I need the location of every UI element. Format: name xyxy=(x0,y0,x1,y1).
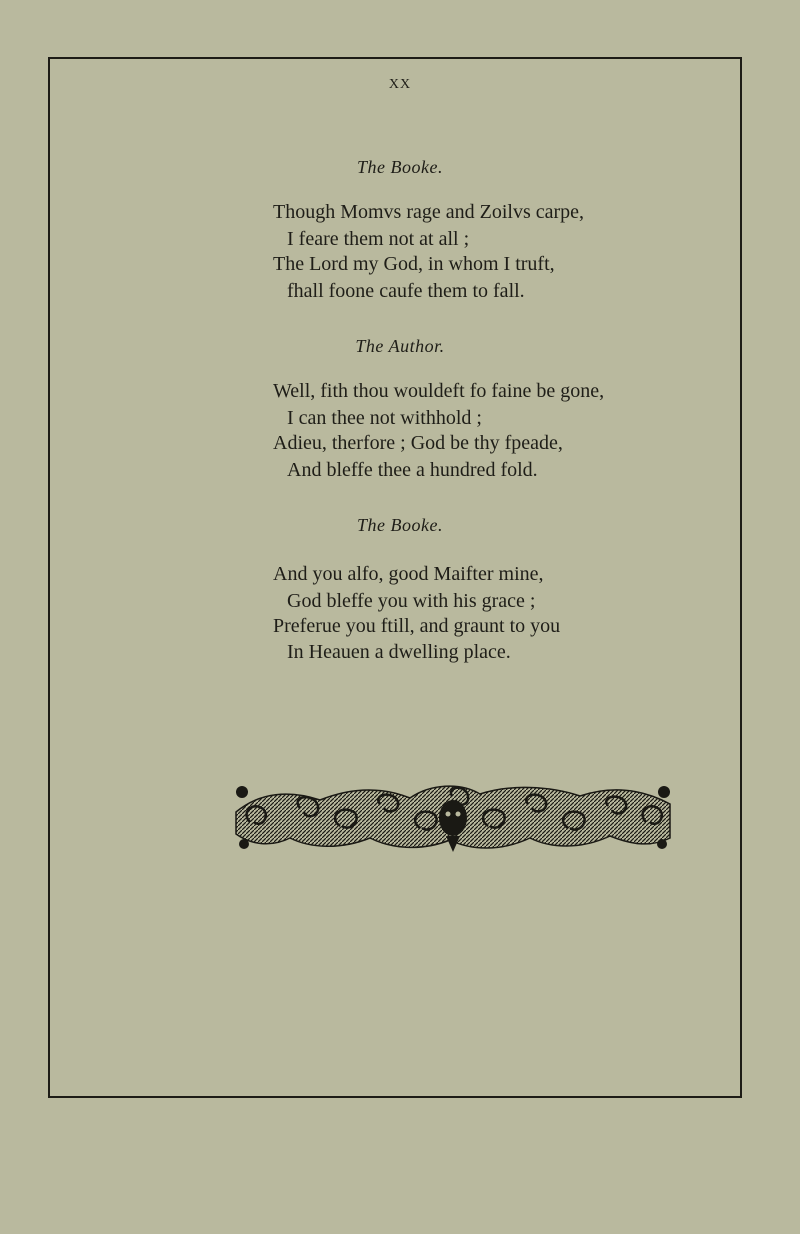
page-number: XX xyxy=(388,77,412,92)
verse-line: Preferue you ftill, and graunt to you xyxy=(273,615,561,637)
verse-line: God bleffe you with his grace ; xyxy=(287,590,536,612)
verse-line: I can thee not withhold ; xyxy=(287,407,482,429)
verse-line: fhall foone caufe them to fall. xyxy=(287,280,525,302)
verse-line: And you alfo, good Maifter mine, xyxy=(273,563,544,585)
section-heading-booke-1: The Booke. xyxy=(357,157,443,177)
verse-line: Though Momvs rage and Zoilvs carpe, xyxy=(273,201,585,223)
decorative-ornament-icon xyxy=(230,782,676,852)
verse-line: Well, fith thou wouldeft fo faine be gone, xyxy=(273,380,605,402)
frame-bottom-rule xyxy=(48,1096,742,1098)
verse-line: I feare them not at all ; xyxy=(287,228,470,250)
verse-line: The Lord my God, in whom I truft, xyxy=(273,253,555,275)
verse-line: Adieu, therfore ; God be thy fpeade, xyxy=(273,432,563,454)
verse-line: In Heauen a dwelling place. xyxy=(287,641,511,663)
section-heading-booke-2: The Booke. xyxy=(357,515,443,535)
section-heading-author: The Author. xyxy=(355,336,445,356)
verse-line: And bleffe thee a hundred fold. xyxy=(287,459,538,481)
